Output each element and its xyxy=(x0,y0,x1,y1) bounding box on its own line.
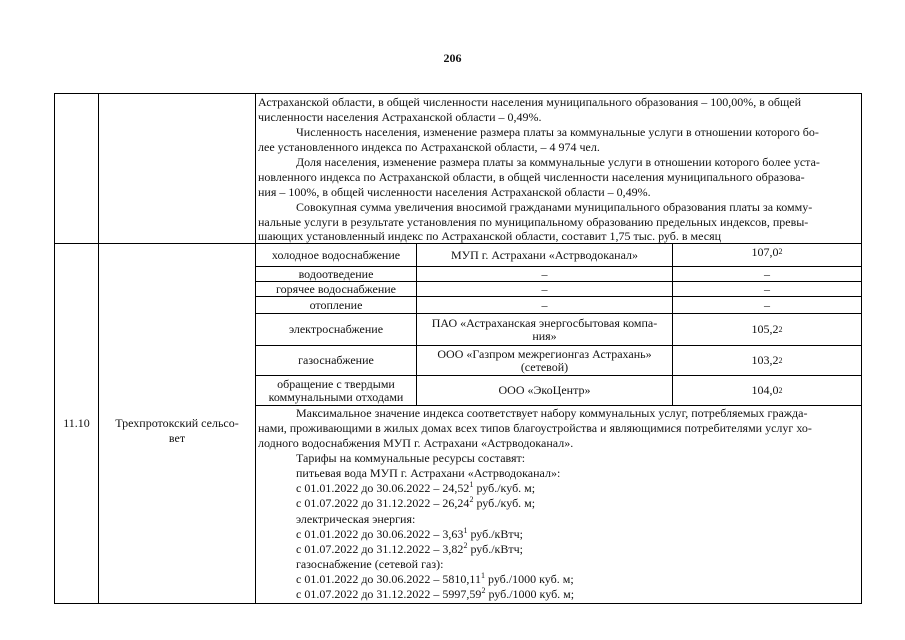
service-index: – xyxy=(764,266,770,281)
service-provider: – xyxy=(541,266,548,281)
tariff-line: с 01.07.2022 до 31.12.2022 – 26,24$^2$ руб./куб. м; xyxy=(296,495,536,510)
text-line: Численность населения, изменение размера платы за коммунальные услуги в отношении которого бо- xyxy=(296,125,819,139)
service-name: электроснабжение xyxy=(288,322,384,336)
municipality-name-line: вет xyxy=(168,431,186,445)
text-line: лодного водоснабжения МУП г. Астрахани «Астрводоканал». xyxy=(258,436,574,450)
text-line: Доля населения, изменение размера платы за коммунальные услуги в отношении которого более уста- xyxy=(296,155,820,169)
service-index: 105,2 2 xyxy=(751,322,783,336)
service-index: 104,0 2 xyxy=(751,383,783,397)
service-name: отопление xyxy=(309,297,363,312)
tariff-line: с 01.01.2022 до 30.06.2022 – 3,63$^1$ руб./кВтч; xyxy=(296,526,524,541)
service-provider: ООО «Газпром межрегионгаз Астрахань» (сетевой) xyxy=(437,346,652,374)
service-provider: ООО «ЭкоЦентр» xyxy=(498,383,591,397)
tariffs-title: Тарифы на коммунальные ресурсы составят: xyxy=(296,451,526,465)
service-name: горячее водоснабжение xyxy=(276,281,396,296)
service-index: – xyxy=(764,281,770,296)
service-provider: – xyxy=(541,281,548,296)
row-number: 11.10 xyxy=(63,416,90,430)
municipality-name-line: Трехпротокский сельсо- xyxy=(115,416,239,430)
service-name: водоотведение xyxy=(298,266,374,281)
text-line: Совокупная сумма увеличения вносимой гражданами муниципального образования платы за комму- xyxy=(296,200,813,214)
page-number: 206 xyxy=(443,51,462,65)
text-line: новленного индекса по Астраханской области, в общей численности населения муниципального образова- xyxy=(258,170,805,184)
service-index: – xyxy=(764,297,770,312)
text-line: нальные услуги в результате установления по муниципальному образованию предельных индексов, превы- xyxy=(258,215,809,229)
tariff-line: с 01.01.2022 до 30.06.2022 – 5810,11$^1$ руб./1000 куб. м; xyxy=(296,571,574,586)
text-line: ния – 100%, в общей численности населения Астраханской области – 0,49%. xyxy=(258,185,651,199)
tariff-line: с 01.01.2022 до 30.06.2022 – 24,52$^1$ руб./куб. м; xyxy=(296,480,536,495)
tariff-heading: питьевая вода МУП г. Астрахани «Астрводоканал»: xyxy=(296,466,561,480)
service-index: 103,2 2 xyxy=(751,353,783,367)
service-provider: ПАО «Астраханская энергосбытовая компа- ния» xyxy=(431,315,658,343)
text-line: лее установленного индекса по Астраханской области, – 4 974 чел. xyxy=(258,140,600,154)
tariff-line: с 01.07.2022 до 31.12.2022 – 5997,59$^2$ руб./1000 куб. м; xyxy=(296,586,575,601)
service-name: холодное водоснабжение xyxy=(271,247,401,262)
service-provider: МУП г. Астрахани «Астрводоканал» xyxy=(450,247,639,262)
text-line: Максимальное значение индекса соответствует набору коммунальных услуг, потребляемых гражда- xyxy=(296,406,808,420)
tariff-heading: газоснабжение (сетевой газ): xyxy=(296,557,444,571)
service-name: обращение с твердыми коммунальными отходами xyxy=(268,376,404,404)
service-name: газоснабжение xyxy=(298,353,374,367)
text-line: шающих установленный индекс по Астраханской области, составит 1,75 тыс. руб. в месяц xyxy=(258,229,722,243)
service-index: 107,0 2 xyxy=(751,244,783,259)
tariff-line: с 01.07.2022 до 31.12.2022 – 3,82$^2$ руб./кВтч; xyxy=(296,541,524,556)
text-line: Астраханской области, в общей численности населения муниципального образования – 100,00%, в общей xyxy=(258,95,801,109)
text-line: нами, проживающими в жилых домах всех типов благоустройства и являющимися потребителями услуг хо- xyxy=(258,421,812,435)
text-line: численности населения Астраханской области – 0,49%. xyxy=(258,110,542,124)
service-provider: – xyxy=(541,297,548,312)
tariff-heading: электрическая энергия: xyxy=(296,512,416,526)
